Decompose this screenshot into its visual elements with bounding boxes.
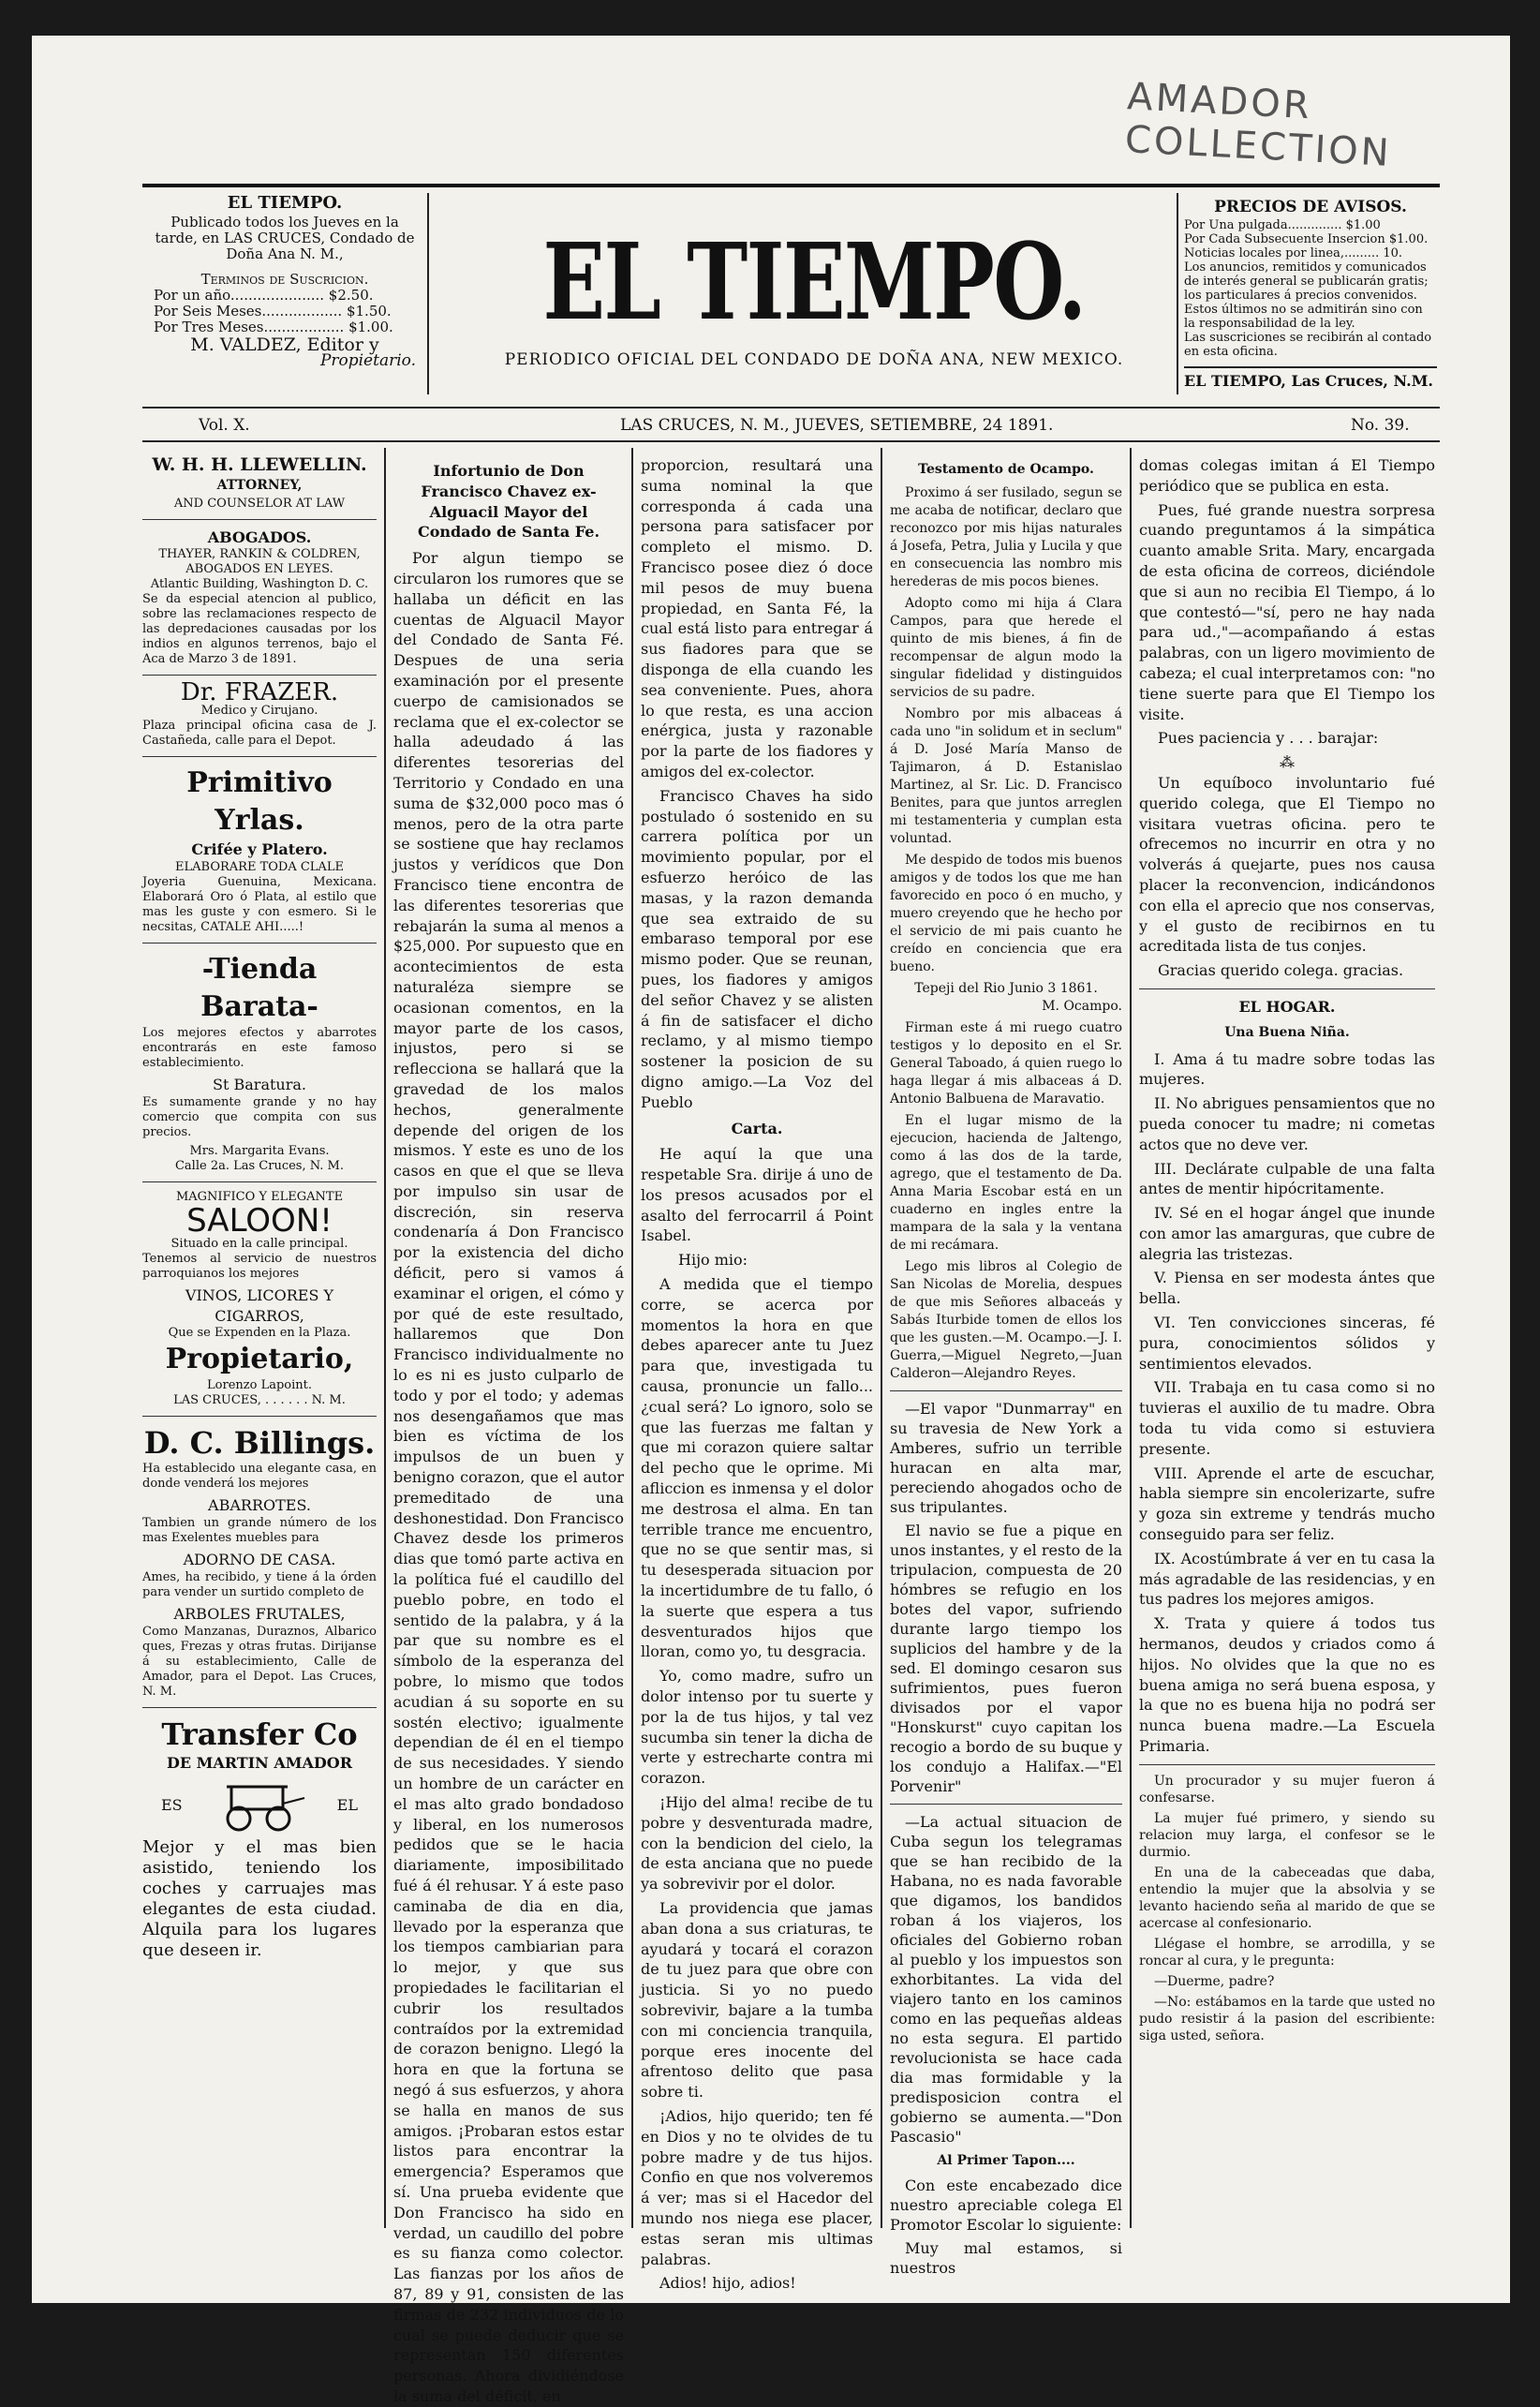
- hogar-rule: VIII. Aprende el arte de escuchar, habla siempre sin encolerizarte, sufre y goza sin extreme y tendrás mucho conseguido para ser feliz.: [1139, 1464, 1435, 1544]
- tienda-text: Los mejores efectos y abarrotes encontrarás en este famoso establecimiento.: [142, 1025, 377, 1070]
- dateline-top-rule: [142, 407, 1440, 409]
- colegas-text: Un equíboco involuntario fué querido colega, que El Tiempo no visitara vuetras oficina. pero te ofrecemos no incurrir en otra y no volverás á quejarte, pues nos causa placer la reconvencion, indicándonos con ella el aprecio que nos conservas, y el gusto de recibirnos en tu acreditada lista de tus conjes.: [1139, 773, 1435, 956]
- lapoint-name: Lorenzo Lapoint.: [207, 1378, 312, 1393]
- ocampo-paragraph: Me despido de todos mis buenos amigos y de todos los que me han favorecido en poco ó en mucho, y muero creyendo que he hecho por el servicio de mi pais cuanto he creído en conciencia que era bueno.: [890, 853, 1122, 974]
- hogar-heading: EL HOGAR.: [1238, 997, 1336, 1016]
- transfer-owner: DE MARTIN AMADOR: [166, 1753, 352, 1772]
- chavez-body: Por algun tiempo se circularon los rumores que se hallaba un déficit en las cuentas de Alguacil Mayor del Condado de Santa Fé. Despues de una seria examinación por el presente cuerpo de camisionados se reclama que el ex-colector se halla adeudado á las diferentes tesorerias del Territorio y Condado en una suma de $32,000 poco mas ó menos, pero de la otra parte se sostiene que hay reclamos justos y verídicos que Don Francisco tiene encontra de las diferentes tesorerias que rebajarán la suma al menos a $25,000. Por supuesto que en acontecimientos de esta naturaléza siempre se ocasionan comentos, en la mayor parte de los casos, injustos, pero si se reflecciona se hallará que la gravedad de los malos hechos, generalmente depende del origen de los mismos. Y este es uno de los casos en que el que se lleva por impulso sin usar de discreción, sin reserva condenaría á Don Francisco por la existencia del dicho déficit, pero si vamos á examinar el origen, el cómo y por qué de este resultado, hallaremos que Don Francisco individualmente no lo es ni es justo culparlo de todo y por el todo; y ademas nos desengañamos que mas bien es víctima de los impulsos de un buen y benigno corazon, que el autor premeditado de una deshonestidad. Don Francisco Chavez desde los primeros dias que tomó parte activa en la política fué el caudillo del pueblo pobre, en todo el sentido de la palabra, y á la par que su nombre es el símbolo de la esperanza del pobre, lo mismo que todos acudian á su soporte en su sostén electivo; igualmente dependian de él en el tiempo de sus necesidades. Y siendo un hombre de un carácter en el mas alto grado bondadoso y liberal, en los numerosos pedidos que se le hacia diariamente, imposibilitado fué á él rehusar. Y á este paso caminaba de dia en dia, llevado por la esperanza que los tiempos cambiarian para lo mejor, y que sus propiedades le facilitarian el cubrir los resultados contraídos por la extremidad de corazon benigno. Llegó la hora en que la fortuna se negó á sus esfuerzos, y ahora se halla en manos de sus amigos. ¡Probaran estos estar listos para encontrar la emergencia? Esperamos que sí. Una prueba evidente que Don Francisco ha sido en verdad, un caudillo del pobre es su fianza como colector. Las fianzas por los años de 87, 89 y 91, consisten de las firmas de 232 individuos de lo cual se puede deducir que se representan 150 diferentes personas. Ahora dividiéndose la suma del déficit, en: [393, 549, 624, 2405]
- ocampo-paragraph: Proximo á ser fusilado, segun se me acaba de notificar, declaro que reconozco por mis hijas naturales á Josefa, Petra, Julia y Lucila y que en consecuencia las nombro mis herederas de mis pocos bienes.: [890, 485, 1122, 589]
- yrlas-elab: ELABORARE TODA CLALE: [175, 859, 344, 874]
- term-line: Por Seis Meses.................. $1.50.: [154, 303, 392, 319]
- ocampo-signature: M. Ocampo.: [1042, 999, 1122, 1014]
- tapon-heading: Al Primer Tapon....: [937, 2153, 1075, 2168]
- billings-text2: Tambien un grande número de los mas Exelentes muebles para: [142, 1516, 377, 1546]
- hogar-rule: IX. Acostúmbrate á ver en tu casa la más agradable de las residencias, y en tus padres los mejores amigos.: [1139, 1549, 1435, 1609]
- colegas-text: domas colegas imitan á El Tiempo periódico que se publica en esta.: [1139, 456, 1435, 495]
- masthead-left-divider: [427, 193, 429, 394]
- ocampo-date: Tepeji del Rio Junio 3 1861.: [914, 981, 1098, 996]
- yrlas-name: Primitivo Yrlas.: [186, 766, 333, 838]
- carta-intro: He aquí la que una respetable Sra. dirije á uno de los presos acusados por el asalto del ferrocarril á Point Isabel.: [641, 1145, 873, 1245]
- column-ocampo: [890, 455, 1122, 2277]
- subscription-box-title: EL TIEMPO.: [227, 193, 343, 213]
- frazer-subtitle: Medico y Cirujano.: [200, 704, 318, 719]
- es-label: ES: [161, 1795, 183, 1814]
- billings-name: D. C. Billings.: [143, 1425, 376, 1462]
- procurador-text: En una de la cabeceadas que daba, entendio la mujer que la absolvia y se levanto haciendo seña al marido de que se acercase al confesionario.: [1139, 1865, 1435, 1931]
- tienda-text2: Es sumamente grande y no hay comercio que compita con sus precios.: [142, 1094, 377, 1139]
- ad-rate-line: Los anuncios, remitidos y comunicados de interés general se publicarán gratis; los particulares á precios convenidos. Estos últimos no se admitirán sino con la responsabilidad de la ley.: [1184, 260, 1429, 331]
- article-divider: [890, 1804, 1122, 1805]
- dateline-bottom-rule: [142, 440, 1440, 442]
- procurador-text: La mujer fué primero, y siendo su relacion muy larga, el confesor se le durmio.: [1139, 1810, 1435, 1860]
- saloon-location: Situado en la calle principal.: [170, 1236, 348, 1251]
- carta-paragraph: ¡Hijo del alma! recibe de tu pobre y desventurada madre, con la bendicion del cielo, la de esta anciana que no puede ya sobrevivir por el dolor.: [641, 1793, 873, 1894]
- hogar-rule: V. Piensa en ser modesta ántes que bella.: [1139, 1269, 1435, 1308]
- column-divider: [631, 448, 633, 2228]
- procurador-text: Un procurador y su mujer fueron á confesarse.: [1139, 1773, 1435, 1805]
- adorno: ADORNO DE CASA.: [183, 1551, 336, 1569]
- ad-rates-footer: EL TIEMPO, Las Cruces, N.M.: [1184, 366, 1437, 388]
- hogar-rule: IV. Sé en el hogar ángel que inunde con amor las amarguras, que cubre de alegria las tristezas.: [1139, 1204, 1435, 1263]
- carta-closing: Adios! hijo, adios!: [659, 2274, 796, 2293]
- dunmarray-news-2: El navio se fue a pique en unos instantes, y el resto de la tripulacion, compuesta de 20 hómbres se refugio en los botes del vapor, sufriendo durante largo tiempo los suplicios del hambre y de la sed. El domingo cesaron sus sufrimientos, pues fueron divisados por el vapor "Honskurst" cuyo capitan los recogio a bordo de su buque y los condujo a Halifax.—"El Porvenir": [890, 1522, 1122, 1795]
- billings-text4: Como Manzanas, Duraznos, Albarico ques, Frezas y otras frutas. Dirijanse á su establecimiento, Calle de Amador, para el Depot. Las Cruces, N. M.: [142, 1624, 377, 1699]
- terms-title: Terminos de Suscricion.: [200, 271, 369, 288]
- carta-paragraph: ¡Adios, hijo querido; ten fé en Dios y no te olvides de tu pobre madre y de tus hijos. Confio en que nos volveremos á ver; mas si el Hacedor del mundo nos niega ese placer, estas seran mis ultimas palabras.: [641, 2106, 873, 2268]
- editor-name: M. VALDEZ, Editor y: [190, 334, 379, 355]
- column-chavez: [393, 455, 624, 2405]
- ocampo-paragraph: Nombro por mis albaceas á cada uno "in solidum et in seclum" á D. José María Manso de Tajimaron, á D. Estanislao Martinez, al Sr. Lic. D. Francisco Benites, para que juntos arreglen mi testamenteria y cumplan esta voluntad.: [890, 706, 1122, 846]
- tienda-name: -Tienda Barata-: [200, 952, 318, 1023]
- billings-text3: Ames, ha recibido, y tiene á la órden para vender un surtido completo de: [142, 1569, 377, 1599]
- column-divider: [384, 448, 386, 2228]
- column-hogar: [1139, 455, 1435, 2236]
- place-date: LAS CRUCES, N. M., JUEVES, SETIEMBRE, 24 1891.: [620, 416, 1054, 435]
- carta-paragraph: Yo, como madre, sufro un dolor intenso por tu suerte y por la de tus hijos, y tal vez sucumba sin tener la dicha de verte y estrecharte contra mi corazon.: [641, 1667, 873, 1788]
- hogar-rule: I. Ama á tu madre sobre todas las mujeres.: [1139, 1049, 1435, 1089]
- ad-divider: [142, 675, 377, 676]
- chavez-headline: Infortunio de Don Francisco Chavez ex-Alguacil Mayor del Condado de Santa Fe.: [417, 462, 600, 542]
- llewellin-attorney: ATTORNEY,: [216, 477, 303, 493]
- procurador-text: Llégase el hombre, se arrodilla, y se roncar al cura, y le pregunta:: [1139, 1936, 1435, 1969]
- ocampo-headline: Testamento de Ocampo.: [918, 462, 1094, 477]
- ad-divider: [142, 1416, 377, 1417]
- column-ads: [142, 455, 377, 2236]
- yrlas-subtitle: Crifée y Platero.: [191, 840, 328, 859]
- saloon-text: Tenemos al servicio de nuestros parroquianos los mejores: [142, 1251, 377, 1281]
- asterism: ⁂: [1280, 753, 1295, 772]
- llewellin-name: W. H. H. LLEWELLIN.: [152, 454, 367, 475]
- cuba-news: —La actual situacion de Cuba segun los telegramas que se han recibido de la Habana, no es nada favorable que digamos, los bandidos roban á los viajeros, los oficiales del Gobierno roban al pueblo y los impuestos son exhorbitantes. La vida del viajero tanto en los caminos como en las pequeñas aldeas no esta segura. El partido revolucionista se hace cada dia mas formidable y la predisposicion contra el gobierno se aumenta.—"Don Pascasio": [890, 1813, 1122, 2146]
- editor-role: Propietario.: [319, 351, 416, 370]
- ocampo-paragraph: En el lugar mismo de la ejecucion, hacienda de Jaltengo, como á las dos de la tarde, agrego, que el testamento de Da. Anna Maria Escobar está en un cuaderno en ingles entre la mampara de la sala y la ventana de mi recámara.: [890, 1113, 1122, 1253]
- el-label: EL: [336, 1795, 358, 1814]
- llewellin-counselor: AND COUNSELOR AT LAW: [173, 496, 346, 511]
- billings-text: Ha establecido una elegante casa, en donde venderá los mejores: [142, 1462, 377, 1492]
- firm-name: THAYER, RANKIN & COLDREN, ABOGADOS EN LEYES.: [158, 547, 361, 577]
- ad-divider: [142, 1707, 377, 1708]
- column-divider: [881, 448, 882, 2228]
- newspaper-subtitle: PERIODICO OFICIAL DEL CONDADO DE DOÑA ANA, NEW MEXICO.: [504, 350, 1124, 369]
- issue-number: No. 39.: [1351, 416, 1410, 435]
- colegas-text: Gracias querido colega. gracias.: [1158, 961, 1404, 980]
- firm-text: Se da especial atencion al publico, sobre las reclamaciones respecto de las depredaciones causadas por los indios en algunos terrenos, bajo el Aca de Marzo 3 de 1891.: [142, 592, 377, 667]
- column-carta: [641, 455, 873, 2293]
- dunmarray-news: —El vapor "Dunmarray" en su travesia de New York a Amberes, sufrio un terrible huracan en alta mar, pereciendo ahogados ocho de sus tripulantes.: [890, 1400, 1122, 1516]
- masthead-top-rule: [142, 184, 1440, 187]
- publication-intro: Publicado todos los Jueves en la tarde, en LAS CRUCES, Condado de Doña Ana N. M.,: [155, 214, 415, 262]
- ad-divider: [142, 1181, 377, 1182]
- ocampo-paragraph: Adopto como mi hija á Clara Campos, para que herede el quinto de mis bienes, á fin de recompensar de algun modo la singular fidelidad y distinguidos servicios de su padre.: [890, 596, 1122, 700]
- ad-rate-line: Noticias locales por linea,......... 10.: [1184, 246, 1403, 260]
- ad-rates-box: [1184, 198, 1437, 390]
- frazer-text: Plaza principal oficina casa de J. Castañeda, calle para el Depot.: [142, 719, 377, 749]
- saloon-title: SALOON!: [186, 1201, 333, 1240]
- carta-salutation: Hijo mio:: [678, 1251, 748, 1270]
- collection-stamp: AMADOR COLLECTION: [1123, 75, 1393, 175]
- carta-paragraph: A medida que el tiempo corre, se acerca por momentos la hora en que debes aparecer ante tu Juez para que, investigada tu causa, pronuncie un fallo...¿cual será? Lo ignoro, solo se que las fuerzas me faltan y que mi corazon quiere saltar del pecho que le oprime. Mi afliccion es inmensa y el dolor me destrosa el alma. En tan terrible trance me encuentro, que no se que sentir mas, si tu desesperada situacion por la incertidumbre de tu fallo, ó la suerte que espera a tus desventurados hijos que lloran, como yo, tu desgracia.: [641, 1275, 873, 1661]
- transfer-text: Mejor y el mas bien asistido, teniendo los coches y carruajes mas elegantes de esta ciudad. Alquila para los lugares que deseen ir.: [142, 1836, 377, 1960]
- abogados-heading: ABOGADOS.: [207, 527, 312, 546]
- nina-heading: Una Buena Niña.: [1224, 1024, 1350, 1040]
- hogar-rule: X. Trata y quiere á todos tus hermanos, deudos y criados como á hijos. No olvides que la que no es buena amiga no será buena esposa, y la que no es buena hija no podrá ser nunca buena madre.—La Escuela Primaria.: [1139, 1614, 1435, 1756]
- subscription-box: [154, 195, 416, 369]
- hogar-rule: VII. Trabaja en tu casa como si no tuvieras el auxilio de tu madre. Obra toda tu vida como si estuviera presente.: [1139, 1378, 1435, 1458]
- plaza: Que se Expenden en la Plaza.: [168, 1326, 351, 1341]
- ad-divider: [142, 519, 377, 520]
- colegas-text: Pues paciencia y . . . barajar:: [1158, 729, 1379, 748]
- abarrotes: ABARROTES.: [208, 1496, 311, 1515]
- volume: Vol. X.: [199, 416, 250, 435]
- ad-rate-line: Por Una pulgada.............. $1.00: [1184, 218, 1381, 232]
- lapoint-address: LAS CRUCES, . . . . . . N. M.: [173, 1393, 346, 1408]
- magnifico: MAGNIFICO Y ELEGANTE: [175, 1189, 344, 1204]
- tapon-text: Con este encabezado dice nuestro apreciable colega El Promotor Escolar lo siguiente:: [890, 2177, 1122, 2234]
- masthead-right-divider: [1177, 193, 1178, 394]
- ad-divider: [142, 756, 377, 757]
- newspaper-page: [32, 36, 1510, 2405]
- carta-heading: Carta.: [731, 1119, 783, 1137]
- coach-row: [142, 1774, 377, 1837]
- term-line: Por un año..................... $2.50.: [154, 287, 374, 304]
- hogar-rule: II. No abrigues pensamientos que no pueda conocer tu madre; ni cometas actos que no deve ver.: [1139, 1094, 1435, 1153]
- carta-paragraph: La providencia que jamas aban dona a sus criaturas, te ayudará y tocará el corazon de tu juez para que obre con justicia. Si yo no puedo sobrevivir, bajare a la tumba con mi conciencia tranquila, porque eres inocente del afrentoso delito que pasa sobre ti.: [641, 1898, 873, 2102]
- article-divider: [890, 1390, 1122, 1391]
- transfer-title: Transfer Co: [161, 1716, 358, 1752]
- colegas-text: Pues, fué grande nuestra sorpresa cuando preguntamos á la simpática cuanto amable Srita. Mary, encargada de esta oficina de correos, diciéndole que si aun no recibia El Tiempo, á lo que contestó—"sí, pero ne hay nada para ud.,"—acompañando á estas palabras, con un ligero movimiento de cabeza; el cual interpretamos con: "no tiene suerte para que El Tiempo los visite.: [1139, 500, 1435, 723]
- article-divider: [1139, 1764, 1435, 1765]
- chavez-continued-2: Francisco Chaves ha sido postulado ó sostenido en su carrera política por un movimiento popular, por el esfuerzo heróico de las masas, y la razon demanda que sea extraido de su embaraso temporal por ese mismo poder. Que se reunan, pues, los fiadores y amigos del señor Chavez y se alisten á fin de satisfacer el dicho reclamo, y al mismo tiempo sostener la posicion de su digno amigo.—La Voz del Pueblo: [641, 786, 873, 1111]
- procurador-text: —No: estábamos en la tarde que usted no pudo resistir á la pasion del escribiente: siga usted, señora.: [1139, 1994, 1435, 2043]
- firm-address: Atlantic Building, Washington D. C.: [150, 577, 369, 592]
- coach-icon: [213, 1777, 306, 1834]
- ad-rate-line: Por Cada Subsecuente Insercion $1.00.: [1184, 232, 1429, 246]
- ad-rate-line: Las suscriciones se recibirán al contado en esta oficina.: [1184, 331, 1432, 359]
- article-divider: [1139, 988, 1435, 989]
- ocampo-paragraph: Lego mis libros al Colegio de San Nicolas de Morelia, despues de que mis Señores albaceás y Sabás Iturbide tomen de ellos los que les gusten.—M. Ocampo.—J. I. Guerra,—Miguel Negreto,—Juan Calderon—Alejandro Reyes.: [890, 1259, 1122, 1381]
- hogar-rule: III. Declárate culpable de una falta antes de mentir hipócritamente.: [1139, 1159, 1435, 1198]
- newspaper-title: EL TIEMPO.: [542, 221, 1086, 344]
- evans-address: Calle 2a. Las Cruces, N. M.: [174, 1158, 344, 1173]
- frazer-name: Dr. FRAZER.: [180, 678, 339, 707]
- vinos: VINOS, LICORES Y CIGARROS,: [185, 1285, 334, 1325]
- baratura: St Baratura.: [213, 1075, 306, 1093]
- column-divider: [1130, 448, 1132, 2228]
- propietario: Propietario,: [165, 1343, 354, 1376]
- hogar-rule: VI. Ten convicciones sinceras, fé pura, conocimientos sólidos y sentimientos elevados.: [1139, 1314, 1435, 1373]
- ocampo-paragraph: Firman este á mi ruego cuatro testigos y lo deposito en el Sr. General Taboado, á quien ruego lo haga llegar á mis albaceas á D. Antonio Balbuena de Maravatio.: [890, 1020, 1122, 1107]
- evans-name: Mrs. Margarita Evans.: [189, 1143, 330, 1158]
- tapon-text-2: Muy mal estamos, si nuestros: [890, 2239, 1122, 2277]
- term-line: Por Tres Meses.................. $1.00.: [154, 319, 393, 335]
- chavez-continued: proporcion, resultará una suma nominal la que corresponda á cada una persona para satisfacer por completo el mismo. D. Francisco posee diez ó doce mil pesos de muy buena propiedad, en Santa Fé, la cual está listo para entregar á sus fiadores para que se disponga de ella cuando les sea conveniente. Pues, ahora lo que resta, es una accion enérgica, justa y razonable por la parte de los fiadores y amigos del ex-colector.: [641, 456, 873, 780]
- arboles: ARBOLES FRUTALES,: [173, 1604, 346, 1623]
- ad-rates-title: PRECIOS DE AVISOS.: [1214, 198, 1407, 216]
- procurador-text: —Duerme, padre?: [1154, 1973, 1275, 1989]
- yrlas-text: Joyeria Guenuina, Mexicana. Elaborará Oro ó Plata, al estilo que mas les guste y con esmero. Si le necsitas, CATALE AHI.....!: [142, 874, 377, 934]
